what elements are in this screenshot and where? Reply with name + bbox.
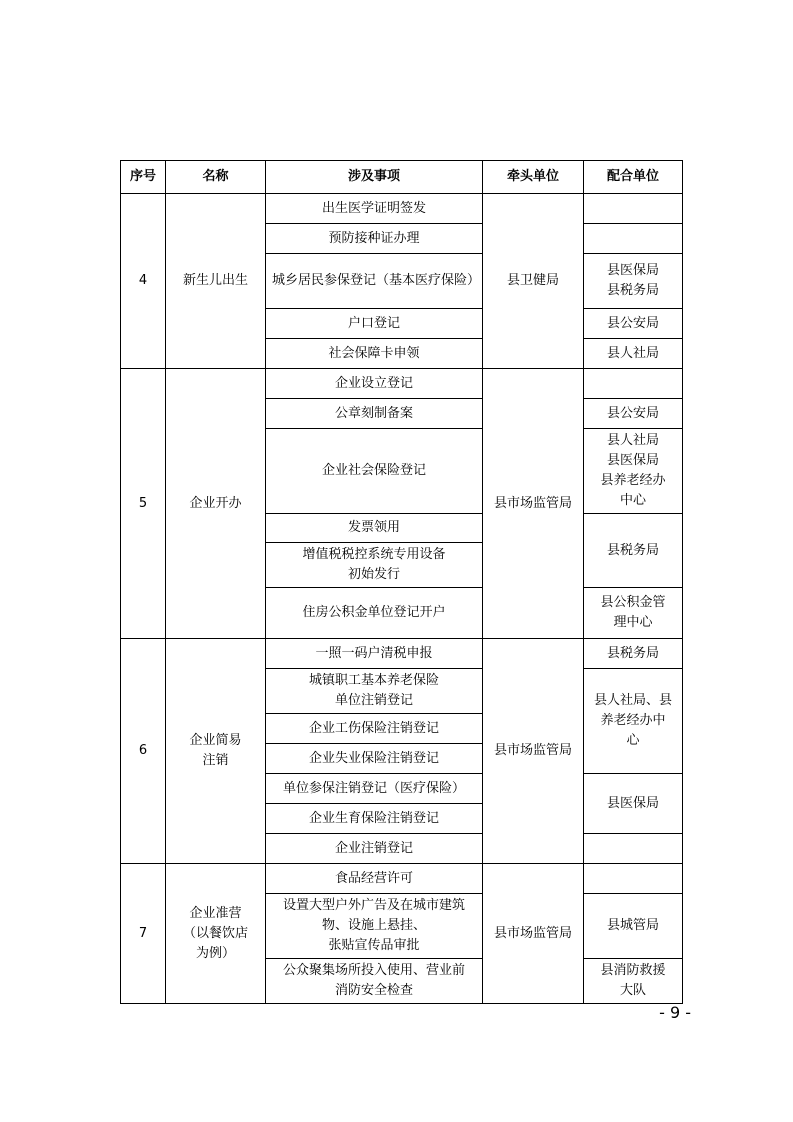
item-cell: 社会保障卡申领 xyxy=(266,339,483,369)
group-name: 新生儿出生 xyxy=(166,194,266,369)
item-cell: 食品经营许可 xyxy=(266,864,483,894)
coop-unit xyxy=(584,834,683,864)
coop-unit: 县公安局 xyxy=(584,399,683,429)
header-name: 名称 xyxy=(166,161,266,194)
item-cell: 城镇职工基本养老保险 单位注销登记 xyxy=(266,669,483,714)
item-cell: 企业社会保险登记 xyxy=(266,429,483,514)
coop-unit: 县人社局、县 养老经办中 心 xyxy=(584,669,683,774)
header-coop: 配合单位 xyxy=(584,161,683,194)
header-no: 序号 xyxy=(121,161,166,194)
item-cell: 发票领用 xyxy=(266,514,483,543)
coop-unit xyxy=(584,224,683,254)
item-cell: 企业工伤保险注销登记 xyxy=(266,714,483,744)
item-cell: 企业注销登记 xyxy=(266,834,483,864)
coop-unit: 县人社局 县医保局 县养老经办 中心 xyxy=(584,429,683,514)
item-cell: 户口登记 xyxy=(266,309,483,339)
item-cell: 单位参保注销登记（医疗保险） xyxy=(266,774,483,804)
group-no: 6 xyxy=(121,639,166,864)
item-cell: 城乡居民参保登记（基本医疗保险） xyxy=(266,254,483,309)
item-cell: 一照一码户清税申报 xyxy=(266,639,483,669)
item-cell: 增值税税控系统专用设备 初始发行 xyxy=(266,543,483,588)
group-name: 企业准营 （以餐饮店 为例） xyxy=(166,864,266,1004)
lead-unit: 县市场监管局 xyxy=(483,639,584,864)
group-no: 5 xyxy=(121,369,166,639)
item-cell: 企业生育保险注销登记 xyxy=(266,804,483,834)
coop-unit: 县医保局 县税务局 xyxy=(584,254,683,309)
coop-unit: 县城管局 xyxy=(584,894,683,959)
coop-unit xyxy=(584,194,683,224)
page-number: - 9 - xyxy=(659,1003,691,1022)
coop-unit: 县公积金管 理中心 xyxy=(584,588,683,639)
lead-unit: 县市场监管局 xyxy=(483,369,584,639)
group-name: 企业开办 xyxy=(166,369,266,639)
group-name: 企业简易 注销 xyxy=(166,639,266,864)
coop-unit: 县人社局 xyxy=(584,339,683,369)
coop-unit xyxy=(584,369,683,399)
coop-unit: 县税务局 xyxy=(584,639,683,669)
coop-unit: 县公安局 xyxy=(584,309,683,339)
group-no: 7 xyxy=(121,864,166,1004)
item-cell: 企业设立登记 xyxy=(266,369,483,399)
header-items: 涉及事项 xyxy=(266,161,483,194)
header-lead: 牵头单位 xyxy=(483,161,584,194)
header-row xyxy=(121,161,683,194)
coop-unit xyxy=(584,864,683,894)
coop-unit: 县消防救援 大队 xyxy=(584,959,683,1004)
matters-table xyxy=(120,160,683,1004)
item-cell: 公章刻制备案 xyxy=(266,399,483,429)
table-row xyxy=(121,864,683,894)
lead-unit: 县市场监管局 xyxy=(483,864,584,1004)
table-row xyxy=(121,639,683,669)
group-no: 4 xyxy=(121,194,166,369)
item-cell: 出生医学证明签发 xyxy=(266,194,483,224)
item-cell: 公众聚集场所投入使用、营业前 消防安全检查 xyxy=(266,959,483,1004)
item-cell: 设置大型户外广告及在城市建筑 物、设施上悬挂、 张贴宣传品审批 xyxy=(266,894,483,959)
item-cell: 预防接种证办理 xyxy=(266,224,483,254)
table-row xyxy=(121,194,683,224)
coop-unit: 县税务局 xyxy=(584,514,683,588)
coop-unit: 县医保局 xyxy=(584,774,683,834)
table-row xyxy=(121,369,683,399)
item-cell: 企业失业保险注销登记 xyxy=(266,744,483,774)
item-cell: 住房公积金单位登记开户 xyxy=(266,588,483,639)
lead-unit: 县卫健局 xyxy=(483,194,584,369)
